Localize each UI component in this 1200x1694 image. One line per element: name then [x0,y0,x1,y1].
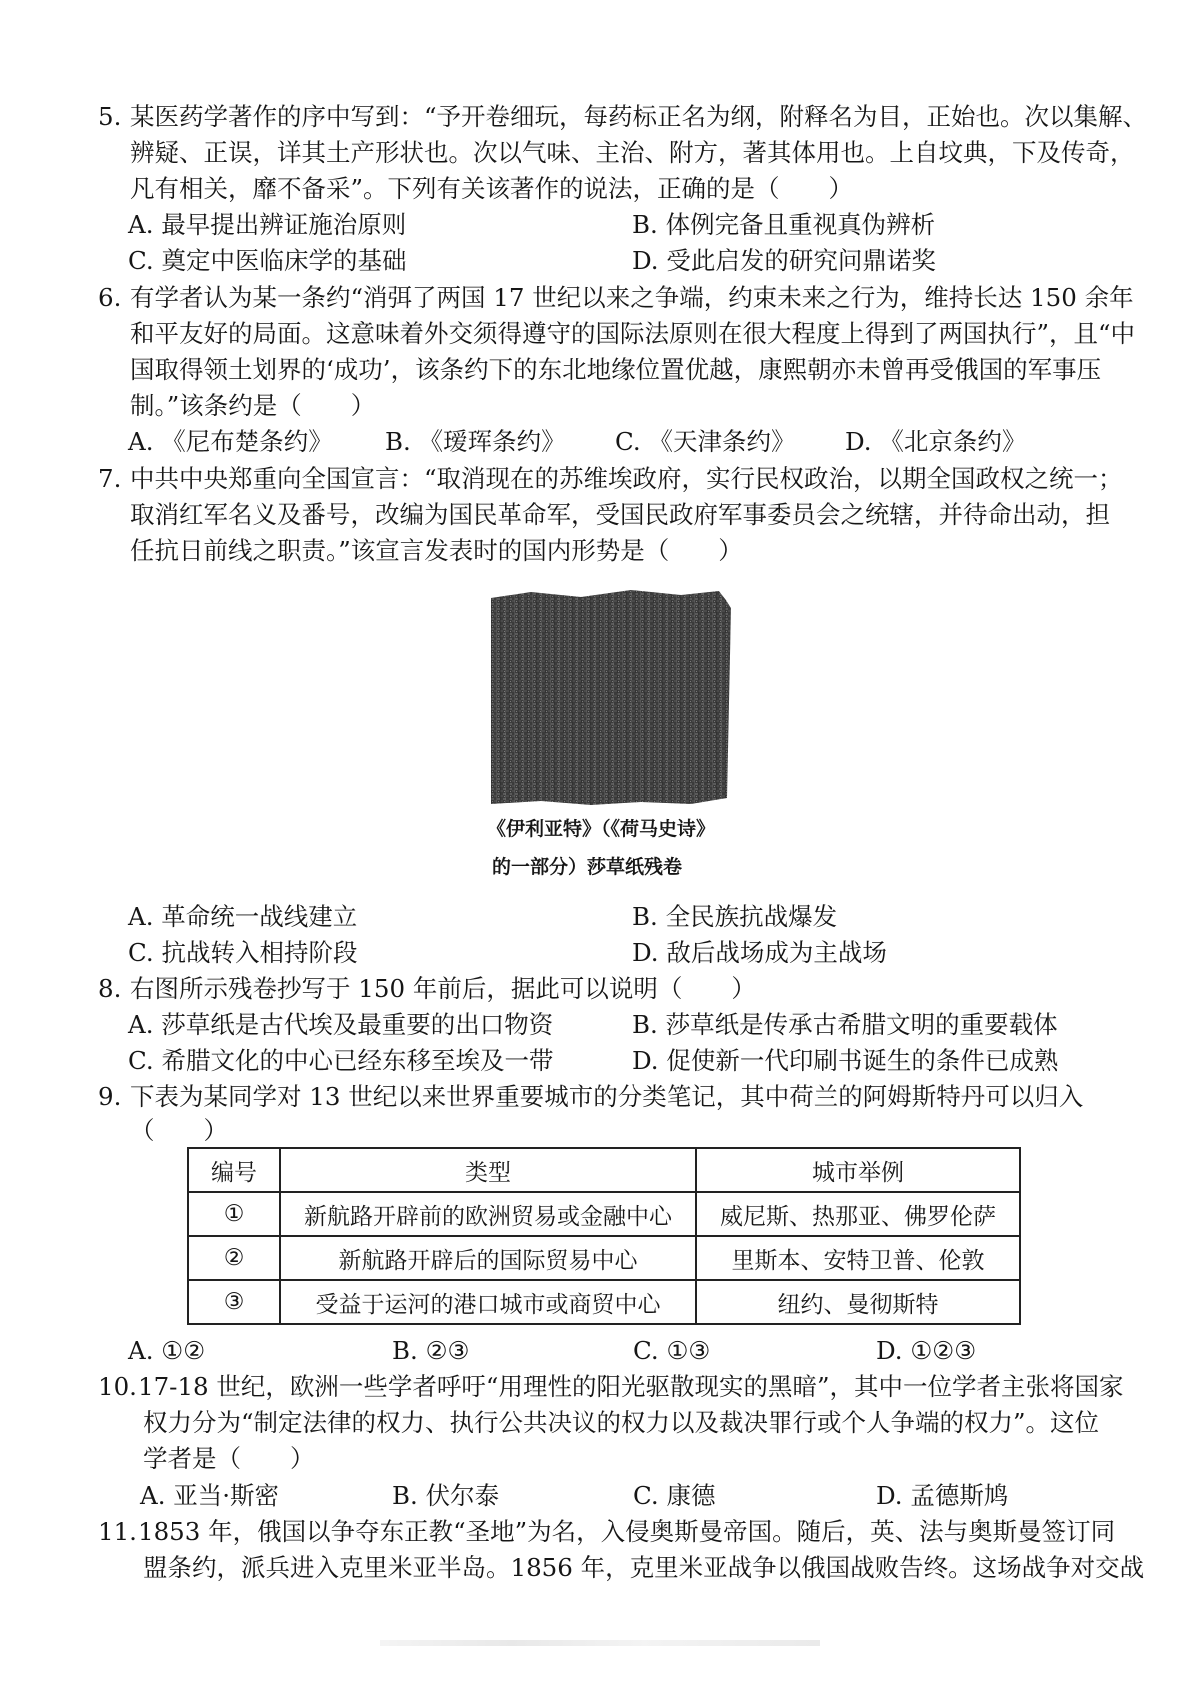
q10-stem-line-2: 权力分为“制定法律的权力、执行公共决议的权力以及裁决罪行或个人争端的权力”。这位 [143,1408,1100,1437]
table-cell: 威尼斯、热那亚、佛罗伦萨 [696,1192,1020,1236]
q8-option-b[interactable]: B. 莎草纸是传承古希腊文明的重要载体 [632,1010,1058,1039]
q5-stem-line-3: 凡有相关，靡不备采”。下列有关该著作的说法，正确的是（ ） [130,174,854,203]
q5-stem-line-2: 辨疑、正误，详其土产形状也。次以气味、主治、附方，著其体用也。上自坟典，下及传奇， [130,138,1135,167]
q10-option-b[interactable]: B. 伏尔泰 [392,1481,500,1510]
q6-stem-line-3: 国取得领土划界的‘成功’，该条约下的东北地缘位置优越，康熙朝亦未曾再受俄国的军事压 [130,355,1102,384]
q7-option-d[interactable]: D. 敌后战场成为主战场 [632,938,887,967]
q6-stem-line-2: 和平友好的局面。这意味着外交须得遵守的国际法原则在很大程度上得到了两国执行”，且“中 [130,319,1136,348]
table-header-cell: 编号 [188,1148,280,1192]
q7-stem-line-1: 中共中央郑重向全国宣言：“取消现在的苏维埃政府，实行民权政治，以期全国政权之统一； [130,464,1123,493]
q9-option-c[interactable]: C. ①③ [633,1336,711,1365]
table-row [188,1236,1020,1280]
q5-option-a[interactable]: A. 最早提出辨证施治原则 [128,210,407,239]
table-row [188,1192,1020,1236]
q9-option-d[interactable]: D. ①②③ [876,1336,977,1365]
q10-number: 10. [98,1372,137,1401]
table-cell: ② [188,1236,280,1280]
q6-option-b[interactable]: B. 《瑷珲条约》 [385,427,566,456]
table-header-cell: 城市举例 [696,1148,1020,1192]
papyrus-scroll-image [491,588,731,806]
q6-stem-line-4: 制。”该条约是（ ） [130,391,376,420]
q7-number: 7. [98,464,122,493]
q7-stem-line-2: 取消红军名义及番号，改编为国民革命军，受国民政府军事委员会之统辖，并待命出动，担 [130,500,1110,529]
q6-number: 6. [98,283,122,312]
q9-stem-line-2: （ ） [130,1116,228,1145]
q10-stem-line-3: 学者是（ ） [143,1444,315,1473]
q10-stem-line-1: 17-18 世纪，欧洲一些学者呼吁“用理性的阳光驱散现实的黑暗”，其中一位学者主张将国家 [138,1372,1124,1401]
q7-stem-line-3: 任抗日前线之职责。”该宣言发表时的国内形势是（ ） [130,536,743,565]
q9-option-b[interactable]: B. ②③ [392,1336,470,1365]
city-classification-table [187,1147,1021,1325]
table-cell: 里斯本、安特卫普、伦敦 [696,1236,1020,1280]
table-header-row [188,1148,1020,1192]
q5-number: 5. [98,102,122,131]
figure-caption-line-2: 的一部分）莎草纸残卷 [492,856,683,878]
table-cell: 新航路开辟后的国际贸易中心 [280,1236,696,1280]
q6-option-d[interactable]: D. 《北京条约》 [845,427,1027,456]
q5-option-d[interactable]: D. 受此启发的研究问鼎诺奖 [632,246,936,275]
q10-option-a[interactable]: A. 亚当·斯密 [140,1481,280,1510]
q8-stem-line-1: 右图所示残卷抄写于 150 年前后，据此可以说明（ ） [130,974,756,1003]
q6-option-a[interactable]: A. 《尼布楚条约》 [128,427,333,456]
table-cell: ① [188,1192,280,1236]
q6-stem-line-1: 有学者认为某一条约“消弭了两国 17 世纪以来之争端，约束未来之行为，维持长达 150 余年 [130,283,1134,312]
q11-stem-line-2: 盟条约，派兵进入克里米亚半岛。1856 年，克里米亚战争以俄国战败告终。这场战争对交战 [143,1553,1145,1582]
q7-option-b[interactable]: B. 全民族抗战爆发 [632,902,838,931]
q11-number: 11. [98,1517,137,1546]
q8-number: 8. [98,974,122,1003]
q9-stem-line-1: 下表为某同学对 13 世纪以来世界重要城市的分类笔记，其中荷兰的阿姆斯特丹可以归入 [130,1082,1084,1111]
q5-option-c[interactable]: C. 奠定中医临床学的基础 [128,246,407,275]
table-cell: 受益于运河的港口城市或商贸中心 [280,1280,696,1324]
q8-option-d[interactable]: D. 促使新一代印刷书诞生的条件已成熟 [632,1046,1059,1075]
q8-option-a[interactable]: A. 莎草纸是古代埃及最重要的出口物资 [128,1010,554,1039]
q11-stem-line-1: 1853 年，俄国以争夺东正教“圣地”为名，入侵奥斯曼帝国。随后，英、法与奥斯曼签订同 [138,1517,1116,1546]
table-header-cell: 类型 [280,1148,696,1192]
q10-option-c[interactable]: C. 康德 [633,1481,716,1510]
q10-option-d[interactable]: D. 孟德斯鸠 [876,1481,1009,1510]
q7-option-c[interactable]: C. 抗战转入相持阶段 [128,938,358,967]
footer-scan-smudge [380,1640,820,1646]
q7-option-a[interactable]: A. 革命统一战线建立 [128,902,358,931]
q5-stem-line-1: 某医药学著作的序中写到：“予开卷细玩，每药标正名为纲，附释名为目，正始也。次以集解、 [130,102,1148,131]
table-cell: ③ [188,1280,280,1324]
q9-option-a[interactable]: A. ①② [128,1336,206,1365]
q6-option-c[interactable]: C. 《天津条约》 [615,427,796,456]
table-row [188,1280,1020,1324]
q9-number: 9. [98,1082,122,1111]
table-cell: 新航路开辟前的欧洲贸易或金融中心 [280,1192,696,1236]
table-cell: 纽约、曼彻斯特 [696,1280,1020,1324]
figure-caption-line-1: 《伊利亚特》（《荷马史诗》 [487,818,716,840]
q8-option-c[interactable]: C. 希腊文化的中心已经东移至埃及一带 [128,1046,554,1075]
q5-option-b[interactable]: B. 体例完备且重视真伪辨析 [632,210,936,239]
